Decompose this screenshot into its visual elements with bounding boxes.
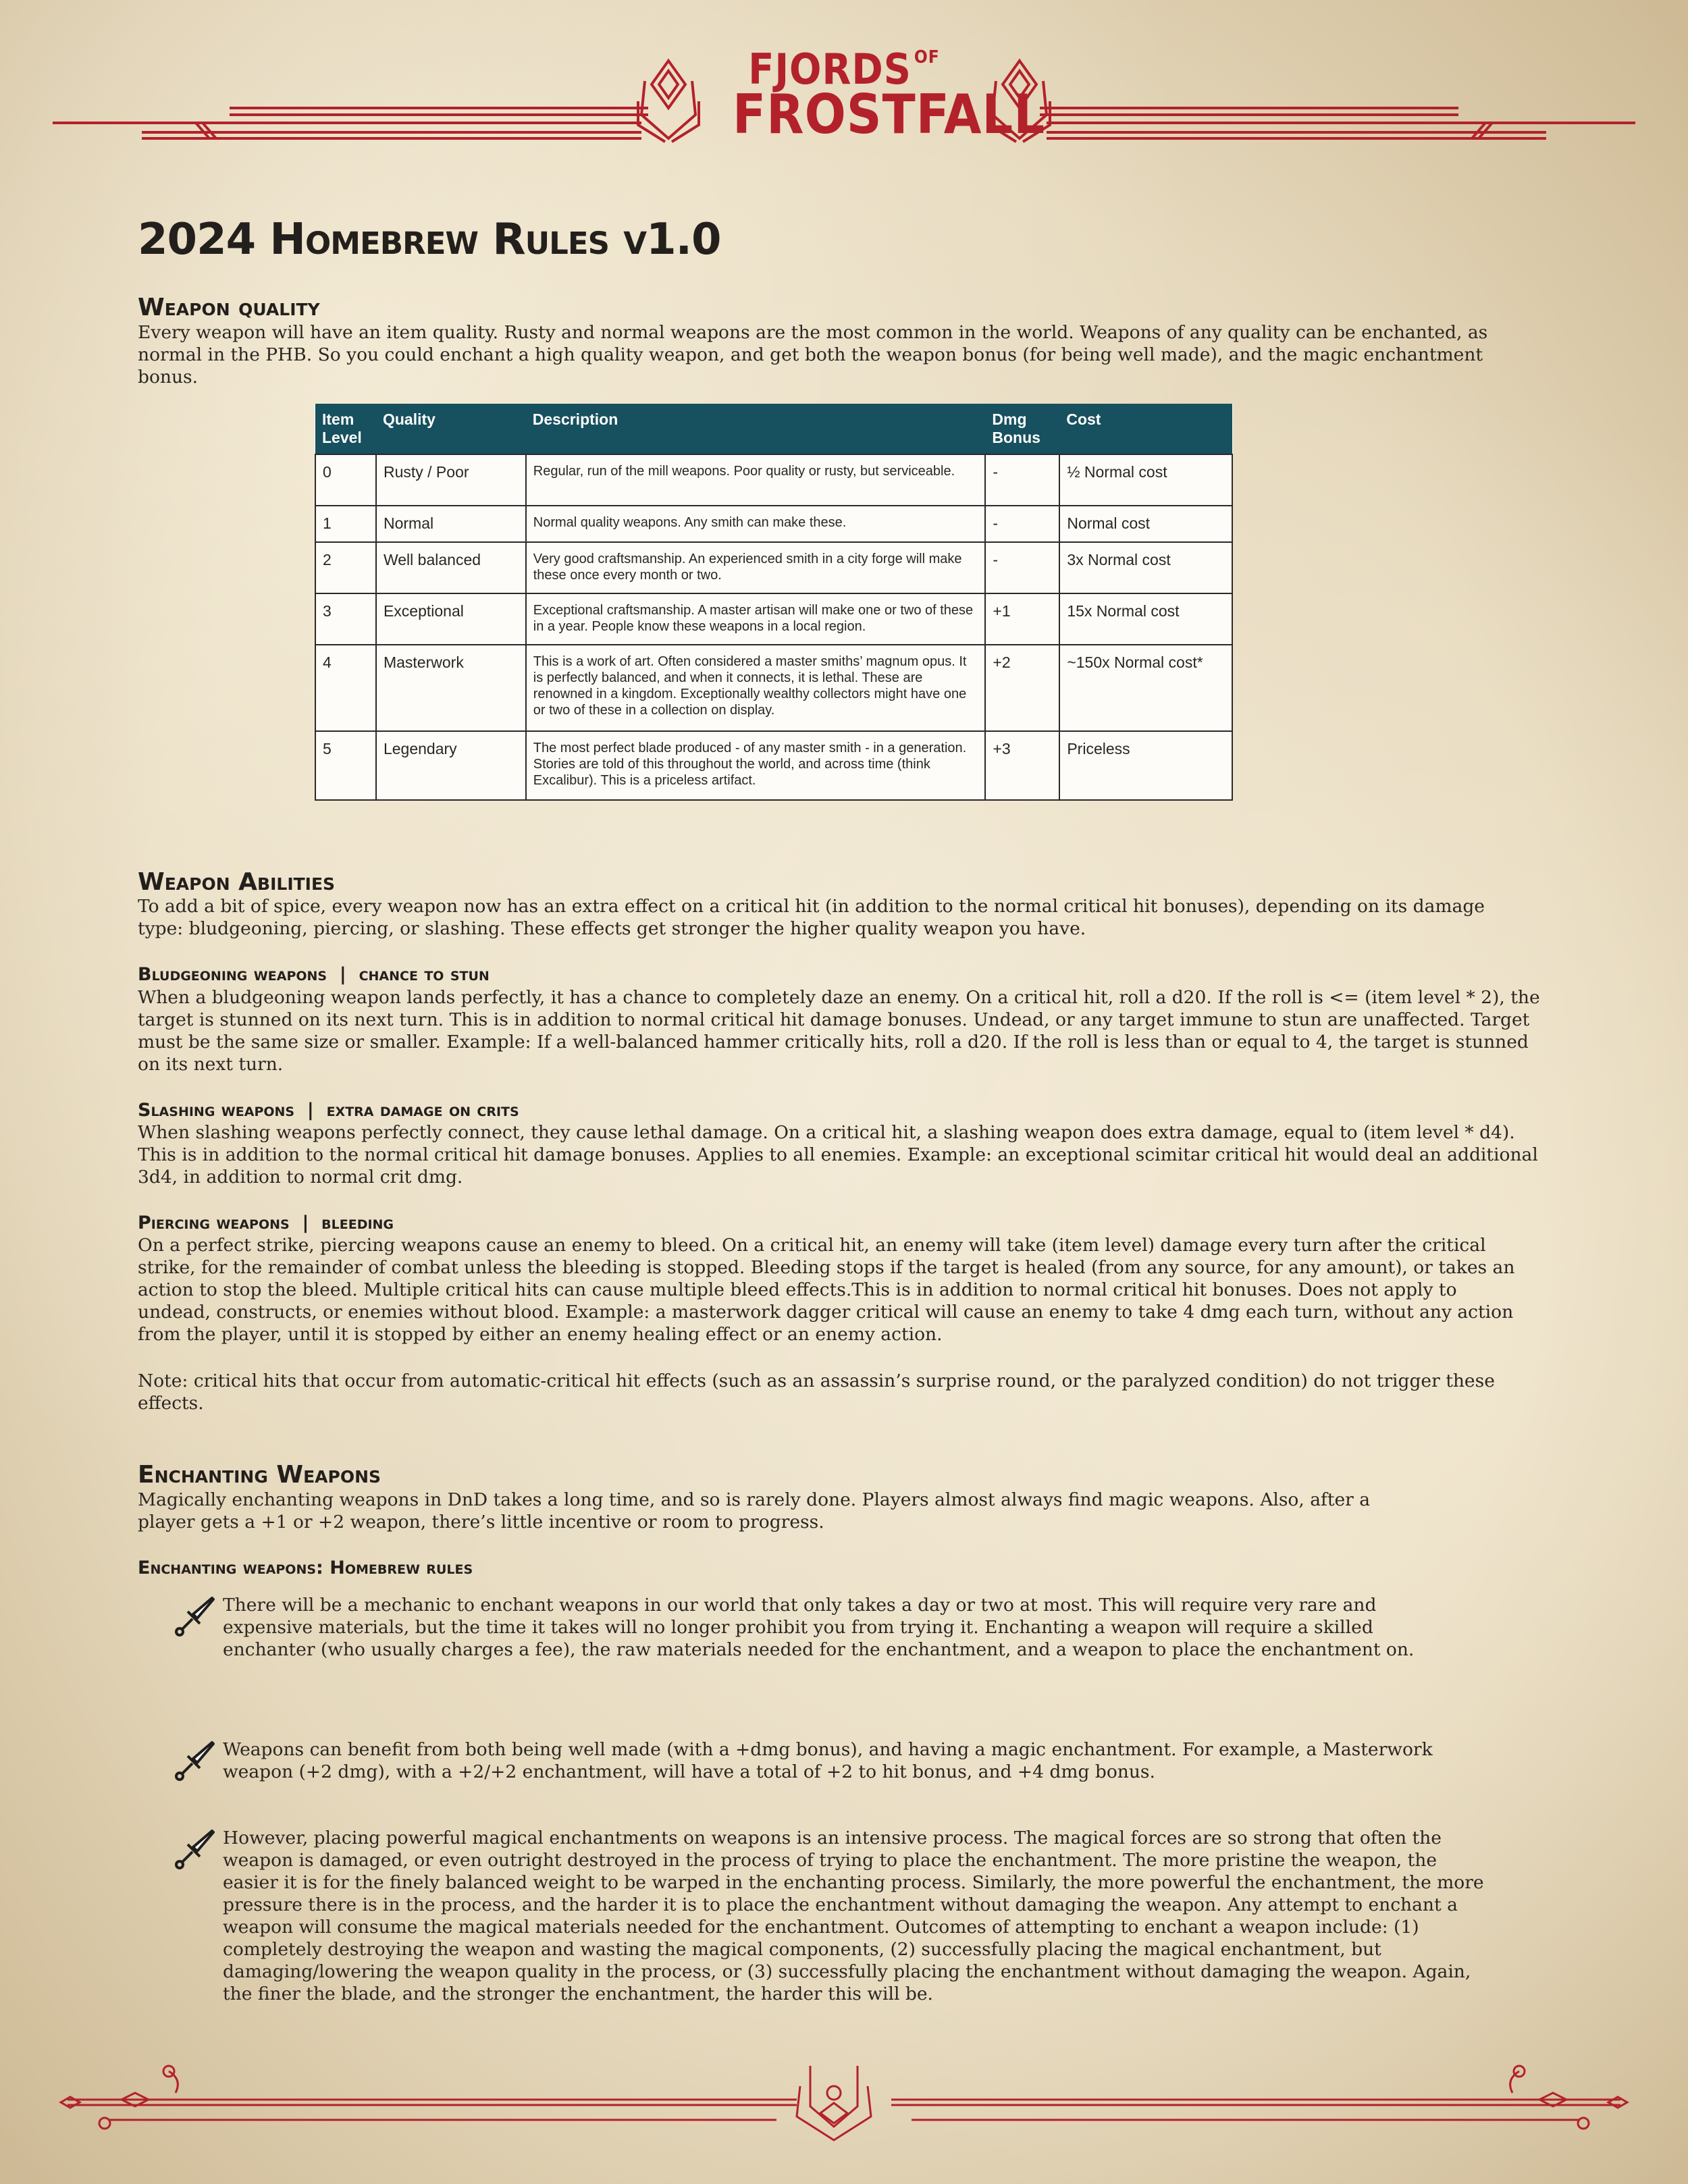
- cell-cost: 15x Normal cost: [1059, 593, 1232, 645]
- abilities-body: To add a bit of spice, every weapon now has an extra effect on a critical hit (in addition to the normal critical hit bonuses), depending on its damage type: bludgeoning, piercing, or slashing. These effects get stronger the higher quality weapon you have.: [138, 896, 1485, 940]
- col-header-description: Description: [526, 404, 986, 454]
- cell-dmg: +2: [985, 645, 1059, 731]
- logo-line2: FROSTFALL: [733, 83, 1046, 146]
- bullet-text-1: There will be a mechanic to enchant weapons in our world that only takes a day or two at most. This will require very rare and expensive materials, but the time it takes will no longer prohibit you from trying it. Enchanting a weapon will require a skilled enchanter (who usually charges a fee), the raw materials needed for the enchantment, and a weapon to place the enchantment on.: [223, 1595, 1415, 1661]
- cell-level: 0: [315, 454, 376, 506]
- sword-icon: [173, 1738, 217, 1783]
- footer-ornament: [0, 2052, 1688, 2184]
- section-heading-quality: Weapon quality: [138, 294, 320, 321]
- cell-dmg: +3: [985, 731, 1059, 800]
- cell-description: The most perfect blade produced - of any master smith - in a generation. Stories are told of this throughout the world, and across time (think Excalibur). This is a priceless artifact.: [526, 731, 986, 800]
- quality-body: Every weapon will have an item quality. Rusty and normal weapons are the most common in the world. Weapons of any quality can be enchanted, as normal in the PHB. So you could enchant a high quality weapon, and get both the weapon bonus (for being well made), and the magic enchantment bonus.: [138, 321, 1488, 388]
- sword-icon: [173, 1827, 217, 1871]
- cell-level: 5: [315, 731, 376, 800]
- cell-quality: Rusty / Poor: [376, 454, 526, 506]
- bludgeoning-heading: Bludgeoning weapons | chance to stun: [138, 964, 490, 986]
- cell-description: This is a work of art. Often considered a master smiths’ magnum opus. It is perfectly balanced, and when it connects, it is lethal. These are renowned in a kingdom. Exceptionally wealthy collectors might have one or two of these in a collection on display.: [526, 645, 986, 731]
- quality-table: [315, 404, 1233, 801]
- cell-cost: Normal cost: [1059, 506, 1232, 542]
- section-heading-abilities: Weapon Abilities: [138, 868, 336, 896]
- cell-cost: 3x Normal cost: [1059, 542, 1232, 593]
- cell-quality: Legendary: [376, 731, 526, 800]
- page-title: 2024 Homebrew Rules v1.0: [138, 215, 721, 265]
- bullet-item: [138, 1827, 1556, 2005]
- piercing-body: On a perfect strike, piercing weapons cause an enemy to bleed. On a critical hit, an enemy will take (item level) damage every turn after the critical strike, for the remainder of combat unless the bleeding is stopped. Bleeding stops if the target is healed (from any source, for any amount), or takes an action to stop the bleed. Multiple critical hits can cause multiple bleed effects.This is in addition to normal critical hit bonuses. Does not apply to undead, constructs, or enemies without blood. Example: a masterwork dagger critical will cause an enemy to take 4 dmg each turn, without any action from the player, until it is stopped by either an enemy healing effect or an enemy action.: [138, 1235, 1515, 1346]
- logo: [733, 45, 1046, 146]
- cell-quality: Exceptional: [376, 593, 526, 645]
- cell-description: Normal quality weapons. Any smith can make these.: [526, 506, 986, 542]
- table-row: [315, 731, 1232, 800]
- cell-quality: Well balanced: [376, 542, 526, 593]
- bullet-text-2: Weapons can benefit from both being well made (with a +dmg bonus), and having a magic enchantment. For example, a Masterwork weapon (+2 dmg), with a +2/+2 enchantment, will have a total of +2 to hit bonus, and +4 dmg bonus.: [223, 1739, 1433, 1783]
- table-row: [315, 593, 1232, 645]
- table-row: [315, 645, 1232, 731]
- cell-level: 4: [315, 645, 376, 731]
- sword-icon: [173, 1594, 217, 1639]
- cell-quality: Normal: [376, 506, 526, 542]
- cell-cost: ~150x Normal cost*: [1059, 645, 1232, 731]
- cell-dmg: -: [985, 506, 1059, 542]
- cell-description: Regular, run of the mill weapons. Poor quality or rusty, but serviceable.: [526, 454, 986, 506]
- logo-line1: FJORDS: [748, 45, 912, 94]
- col-header-level: Item Level: [315, 404, 376, 454]
- cell-dmg: -: [985, 454, 1059, 506]
- bullet-item: [138, 1738, 1556, 1783]
- cell-cost: Priceless: [1059, 731, 1232, 800]
- bullet-text-3: However, placing powerful magical enchantments on weapons is an intensive process. The magical forces are so strong that often the weapon is damaged, or even outright destroyed in the process of trying to place the enchantment. The more pristine the weapon, the easier it is for the finely balanced weight to be warped in the enchanting process. Similarly, the more powerful the enchantment, the more pressure there is in the process, and the harder it is to place the enchantment without damaging the weapon. Any attempt to enchant a weapon will consume the magical materials needed for the enchantment. Outcomes of attempting to enchant a weapon include: (1) completely destroying the weapon and wasting the magical components, (2) successfully placing the magical enchantment, but damaging/lowering the weapon quality in the process, or (3) successfully placing the enchantment without damaging the weapon. Again, the finer the blade, and the stronger the enchantment, the harder this will be.: [223, 1828, 1484, 2005]
- cell-level: 1: [315, 506, 376, 542]
- bludgeoning-body: When a bludgeoning weapon lands perfectly, it has a chance to completely daze an enemy. On a critical hit, roll a d20. If the roll is <= (item level * 2), the target is stunned on its next turn. This is in addition to normal critical hit damage bonuses. Undead, or any target immune to stun are unaffected. Target must be the same size or smaller. Example: If a well-balanced hammer critically hits, roll a d20. If the roll is less than or equal to 4, the target is stunned on its next turn.: [138, 986, 1540, 1075]
- col-header-cost: Cost: [1059, 404, 1232, 454]
- abilities-note: Note: critical hits that occur from automatic-critical hit effects (such as an assassin’s surprise round, or the paralyzed condition) do not trigger these effects.: [138, 1370, 1495, 1414]
- table-row: [315, 542, 1232, 593]
- table-row: [315, 454, 1232, 506]
- piercing-heading: Piercing weapons | bleeding: [138, 1212, 394, 1233]
- cell-level: 3: [315, 593, 376, 645]
- cell-description: Very good craftsmanship. An experienced smith in a city forge will make these once every month or two.: [526, 542, 986, 593]
- slashing-body: When slashing weapons perfectly connect, they cause lethal damage. On a critical hit, a slashing weapon does extra damage, equal to (item level * d4). This is in addition to the normal critical hit damage bonuses. Applies to all enemies. Example: an exceptional scimitar critical hit would deal an additional 3d4, in addition to normal crit dmg.: [138, 1121, 1538, 1188]
- col-header-quality: Quality: [376, 404, 526, 454]
- bullet-item: [138, 1594, 1556, 1661]
- cell-description: Exceptional craftsmanship. A master artisan will make one or two of these in a year. People know these weapons in a local region.: [526, 593, 986, 645]
- cell-level: 2: [315, 542, 376, 593]
- slashing-heading: Slashing weapons | extra damage on crits: [138, 1099, 519, 1121]
- table-header-row: [315, 404, 1232, 454]
- logo-of: OF: [914, 47, 940, 68]
- table-row: [315, 506, 1232, 542]
- cell-dmg: -: [985, 542, 1059, 593]
- col-header-dmg: Dmg Bonus: [985, 404, 1059, 454]
- cell-dmg: +1: [985, 593, 1059, 645]
- cell-cost: ½ Normal cost: [1059, 454, 1232, 506]
- enchanting-subheading: Enchanting weapons: Homebrew rules: [138, 1557, 473, 1578]
- cell-quality: Masterwork: [376, 645, 526, 731]
- section-heading-enchanting: Enchanting Weapons: [138, 1461, 381, 1489]
- enchanting-body: Magically enchanting weapons in DnD takes a long time, and so is rarely done. Players almost always find magic weapons. Also, after a player gets a +1 or +2 weapon, there’s little incentive or room to progress.: [138, 1489, 1371, 1533]
